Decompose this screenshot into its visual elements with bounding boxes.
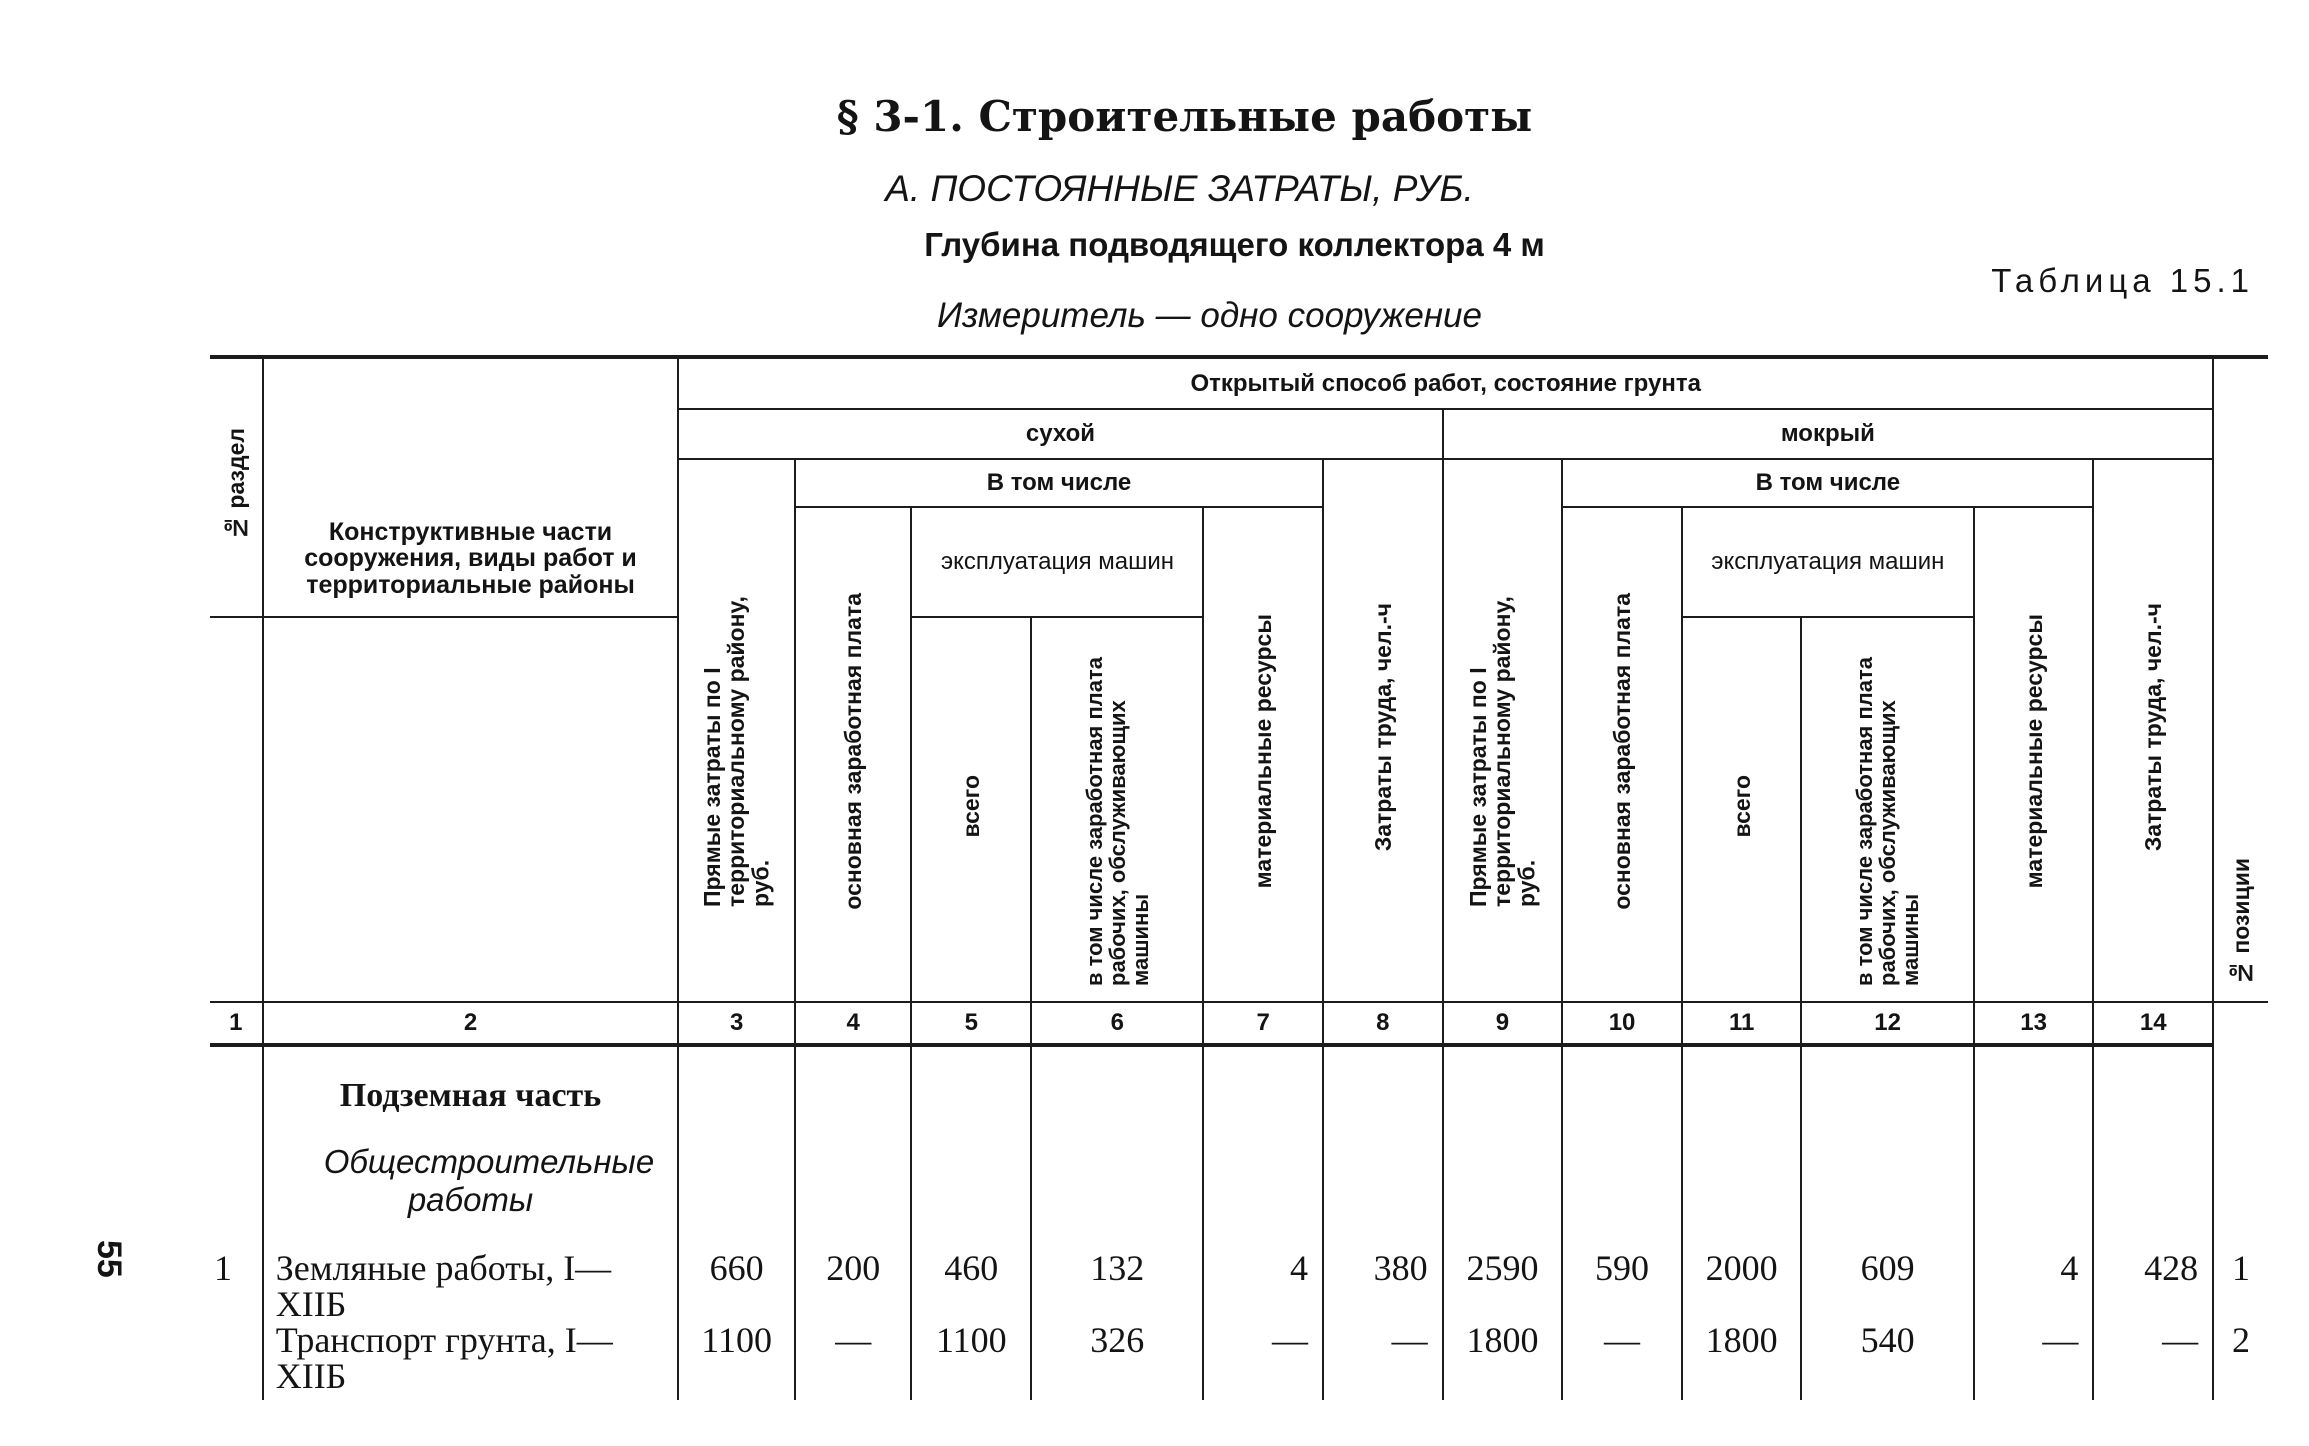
column-number: 2 xyxy=(263,1002,679,1045)
cell-machine-total-dry: 1100 xyxy=(911,1322,1031,1400)
cell-direct-costs-wet: 1800 xyxy=(1443,1322,1563,1400)
header-including-wet: В том числе xyxy=(1562,459,2093,507)
cell-base-wage-wet: — xyxy=(1562,1322,1682,1400)
header-machine-ops-wet: эксплуатация машин xyxy=(1682,507,1974,617)
row-name: Земляные работы, I—XIIБ xyxy=(263,1250,679,1322)
row-name: Транспорт грунта, I—XIIБ xyxy=(263,1322,679,1400)
group-row xyxy=(210,1045,2268,1250)
cell-machine-total-wet: 1800 xyxy=(1682,1322,1802,1400)
column-number: 12 xyxy=(1801,1002,1973,1045)
header-total-dry: всего xyxy=(911,617,1031,1002)
cell-labor-dry: 380 xyxy=(1323,1250,1443,1322)
column-number: 10 xyxy=(1562,1002,1682,1045)
header-total-wet: всего xyxy=(1682,617,1802,1002)
section-title: § 3-1. Строительные работы xyxy=(836,92,1533,141)
cell-labor-wet: 428 xyxy=(2093,1250,2213,1322)
header-base-wage-dry: основная заработная плата xyxy=(795,507,912,1002)
header-wet: мокрый xyxy=(1443,409,2213,459)
column-number: 3 xyxy=(678,1002,795,1045)
column-number: 6 xyxy=(1031,1002,1203,1045)
header-materials-dry: материальные ресурсы xyxy=(1203,507,1323,1002)
column-number: 9 xyxy=(1443,1002,1563,1045)
cell-materials-dry: — xyxy=(1203,1322,1323,1400)
header-including-dry: В том числе xyxy=(795,459,1323,507)
measure-unit: Измеритель — одно сооружение xyxy=(937,296,1482,335)
row-position: 1 xyxy=(2213,1250,2268,1322)
header-machine-wage-wet: в том числе заработная плата рабочих, обслуживающих машины xyxy=(1801,617,1973,1002)
cell-machine-wage-dry: 132 xyxy=(1031,1250,1203,1322)
header-labor-wet: Затраты труда, чел.-ч xyxy=(2093,459,2213,1002)
cell-base-wage-dry: 200 xyxy=(795,1250,912,1322)
header-machine-wage-dry: в том числе заработная плата рабочих, обслуживающих машины xyxy=(1031,617,1203,1002)
column-number: 1 xyxy=(210,1002,263,1045)
cell-labor-wet: — xyxy=(2093,1322,2213,1400)
cell-base-wage-wet: 590 xyxy=(1562,1250,1682,1322)
row-section: 1 xyxy=(210,1250,263,1322)
header-section-no: № раздел xyxy=(210,357,263,617)
cell-base-wage-dry: — xyxy=(795,1322,912,1400)
cell-machine-wage-dry: 326 xyxy=(1031,1322,1203,1400)
column-number: 4 xyxy=(795,1002,912,1045)
cell-direct-costs-dry: 660 xyxy=(678,1250,795,1322)
header-direct-costs-wet: Прямые затраты по I территориальному району, руб. xyxy=(1443,459,1563,1002)
header-direct-costs-dry: Прямые затраты по I территориальному району, руб. xyxy=(678,459,795,1002)
header-parts: Конструктивные части сооружения, виды работ и территориальные районы xyxy=(263,357,679,617)
header-dry: сухой xyxy=(678,409,1442,459)
cell-materials-wet: — xyxy=(1974,1322,2094,1400)
page-number: 55 xyxy=(90,1240,128,1278)
cell-labor-dry: — xyxy=(1323,1322,1443,1400)
row-position: 2 xyxy=(2213,1322,2268,1400)
subtitle: А. ПОСТОЯННЫЕ ЗАТРАТЫ, РУБ. xyxy=(885,168,1474,209)
column-number: 11 xyxy=(1682,1002,1802,1045)
cell-machine-total-wet: 2000 xyxy=(1682,1250,1802,1322)
header-base-wage-wet: основная заработная плата xyxy=(1562,507,1682,1002)
row-section xyxy=(210,1322,263,1400)
table-number: Таблица 15.1 xyxy=(1991,262,2254,299)
cell-machine-total-dry: 460 xyxy=(911,1250,1031,1322)
header-position-no: № позиции xyxy=(2213,357,2268,1002)
column-number: 13 xyxy=(1974,1002,2094,1045)
depth-heading: Глубина подводящего коллектора 4 м xyxy=(924,226,1545,263)
column-number: 8 xyxy=(1323,1002,1443,1045)
cost-table xyxy=(210,355,2268,1400)
header-machine-ops-dry: эксплуатация машин xyxy=(911,507,1203,617)
group-title: Подземная часть xyxy=(339,1077,602,1114)
header-labor-dry: Затраты труда, чел.-ч xyxy=(1323,459,1443,1002)
table-row xyxy=(210,1250,2268,1322)
column-number: 14 xyxy=(2093,1002,2213,1045)
cell-direct-costs-wet: 2590 xyxy=(1443,1250,1563,1322)
table-row xyxy=(210,1322,2268,1400)
cell-materials-dry: 4 xyxy=(1203,1250,1323,1322)
cell-direct-costs-dry: 1100 xyxy=(678,1322,795,1400)
header-materials-wet: материальные ресурсы xyxy=(1974,507,2094,1002)
column-number: 5 xyxy=(911,1002,1031,1045)
cell-machine-wage-wet: 540 xyxy=(1801,1322,1973,1400)
cost-table-wrapper xyxy=(210,355,2268,1400)
column-number: 7 xyxy=(1203,1002,1323,1045)
header-open-method: Открытый способ работ, состояние грунта xyxy=(678,357,2213,409)
cell-materials-wet: 4 xyxy=(1974,1250,2094,1322)
group-subtitle: Общестроительные работы xyxy=(323,1143,655,1218)
cell-machine-wage-wet: 609 xyxy=(1801,1250,1973,1322)
